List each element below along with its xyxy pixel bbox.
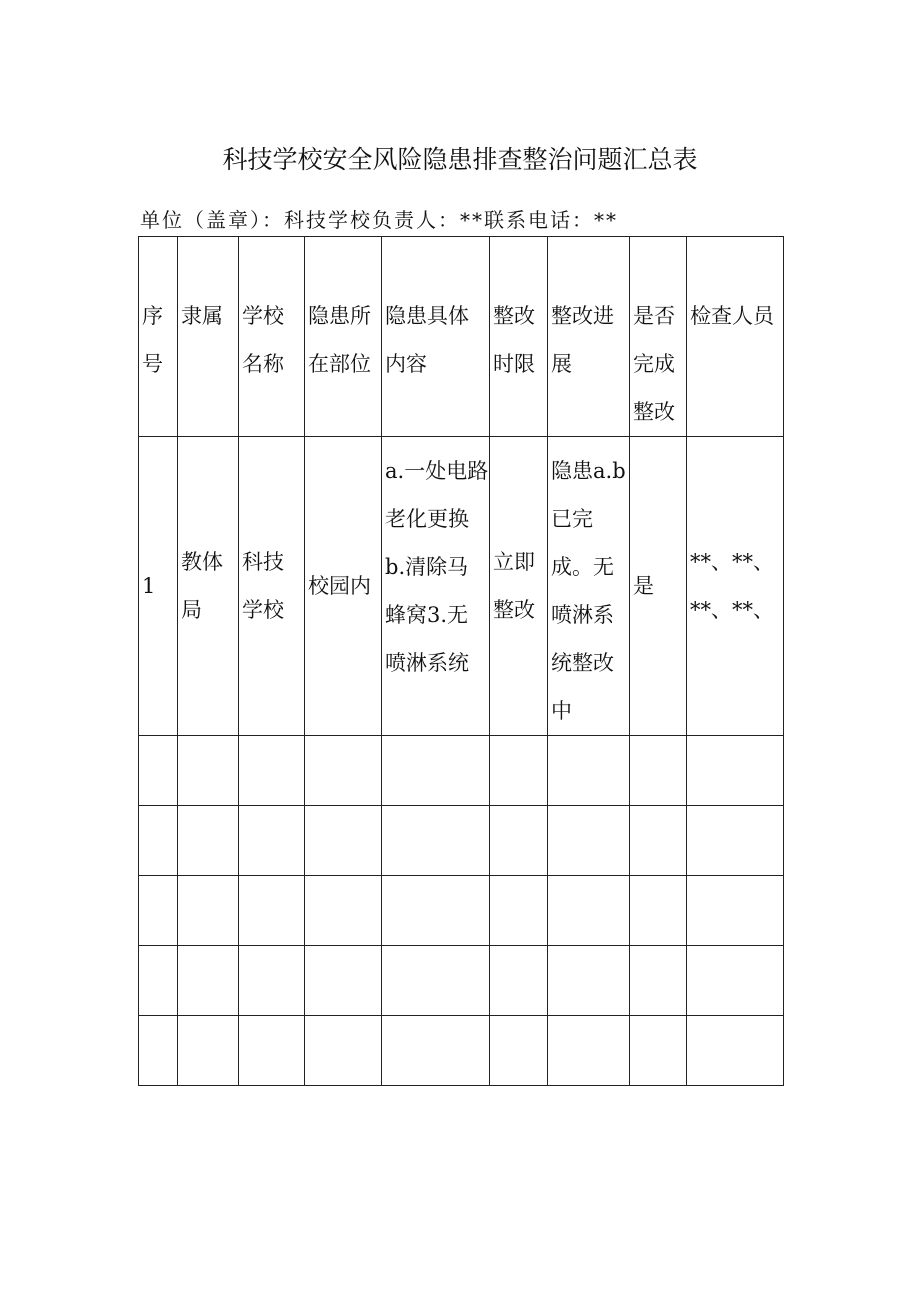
empty-cell <box>687 1016 784 1086</box>
cell-completed: 是 <box>630 437 687 736</box>
empty-cell <box>382 1016 490 1086</box>
empty-cell <box>490 946 548 1016</box>
empty-cell <box>239 736 305 806</box>
table-row <box>139 437 784 736</box>
empty-cell <box>382 946 490 1016</box>
empty-cell <box>490 1016 548 1086</box>
empty-cell <box>139 876 178 946</box>
cell-school: 科技学校 <box>239 437 305 736</box>
empty-cell <box>239 876 305 946</box>
cell-deadline: 立即整改 <box>490 437 548 736</box>
empty-cell <box>239 1016 305 1086</box>
cell-index: 1 <box>139 437 178 736</box>
empty-cell <box>687 806 784 876</box>
empty-cell <box>382 806 490 876</box>
table-row <box>139 806 784 876</box>
table-header-row <box>139 237 784 437</box>
empty-cell <box>139 1016 178 1086</box>
empty-cell <box>139 946 178 1016</box>
empty-cell <box>490 806 548 876</box>
empty-cell <box>178 806 239 876</box>
empty-cell <box>382 736 490 806</box>
empty-cell <box>490 736 548 806</box>
cell-progress: 隐患a.b已完成。无喷淋系统整改中 <box>548 437 630 736</box>
header-cell-completed: 是否完成整改 <box>630 237 687 437</box>
empty-cell <box>630 876 687 946</box>
header-cell-content: 隐患具体内容 <box>382 237 490 437</box>
header-cell-affiliation: 隶属 <box>178 237 239 437</box>
empty-cell <box>239 946 305 1016</box>
header-cell-school: 学校名称 <box>239 237 305 437</box>
empty-cell <box>630 1016 687 1086</box>
unit-info-line: 单位（盖章）：科技学校负责人：**联系电话：** <box>140 208 618 232</box>
empty-cell <box>548 876 630 946</box>
header-cell-deadline: 整改时限 <box>490 237 548 437</box>
header-cell-index: 序号 <box>139 237 178 437</box>
empty-cell <box>239 806 305 876</box>
empty-cell <box>139 806 178 876</box>
empty-cell <box>305 1016 382 1086</box>
empty-cell <box>305 946 382 1016</box>
header-cell-progress: 整改进展 <box>548 237 630 437</box>
hazard-summary-table <box>138 236 784 1086</box>
empty-cell <box>305 806 382 876</box>
empty-cell <box>687 736 784 806</box>
cell-inspectors: **、**、**、**、 <box>687 437 784 736</box>
table-row <box>139 1016 784 1086</box>
empty-cell <box>178 1016 239 1086</box>
cell-content: a.一处电路老化更换b.清除马蜂窝3.无喷淋系统 <box>382 437 490 736</box>
empty-cell <box>139 736 178 806</box>
table-row <box>139 736 784 806</box>
empty-cell <box>687 946 784 1016</box>
cell-affiliation: 教体局 <box>178 437 239 736</box>
cell-location: 校园内 <box>305 437 382 736</box>
empty-cell <box>382 876 490 946</box>
table-row <box>139 946 784 1016</box>
empty-cell <box>178 736 239 806</box>
empty-cell <box>548 736 630 806</box>
empty-cell <box>178 946 239 1016</box>
empty-cell <box>305 876 382 946</box>
empty-cell <box>548 946 630 1016</box>
empty-cell <box>687 876 784 946</box>
empty-cell <box>178 876 239 946</box>
header-cell-location: 隐患所在部位 <box>305 237 382 437</box>
empty-cell <box>630 806 687 876</box>
empty-cell <box>630 736 687 806</box>
header-cell-inspectors: 检查人员 <box>687 237 784 437</box>
table-row <box>139 876 784 946</box>
empty-cell <box>548 806 630 876</box>
empty-cell <box>490 876 548 946</box>
empty-cell <box>305 736 382 806</box>
empty-cell <box>630 946 687 1016</box>
page-title: 科技学校安全风险隐患排查整治问题汇总表 <box>222 145 698 174</box>
empty-cell <box>548 1016 630 1086</box>
